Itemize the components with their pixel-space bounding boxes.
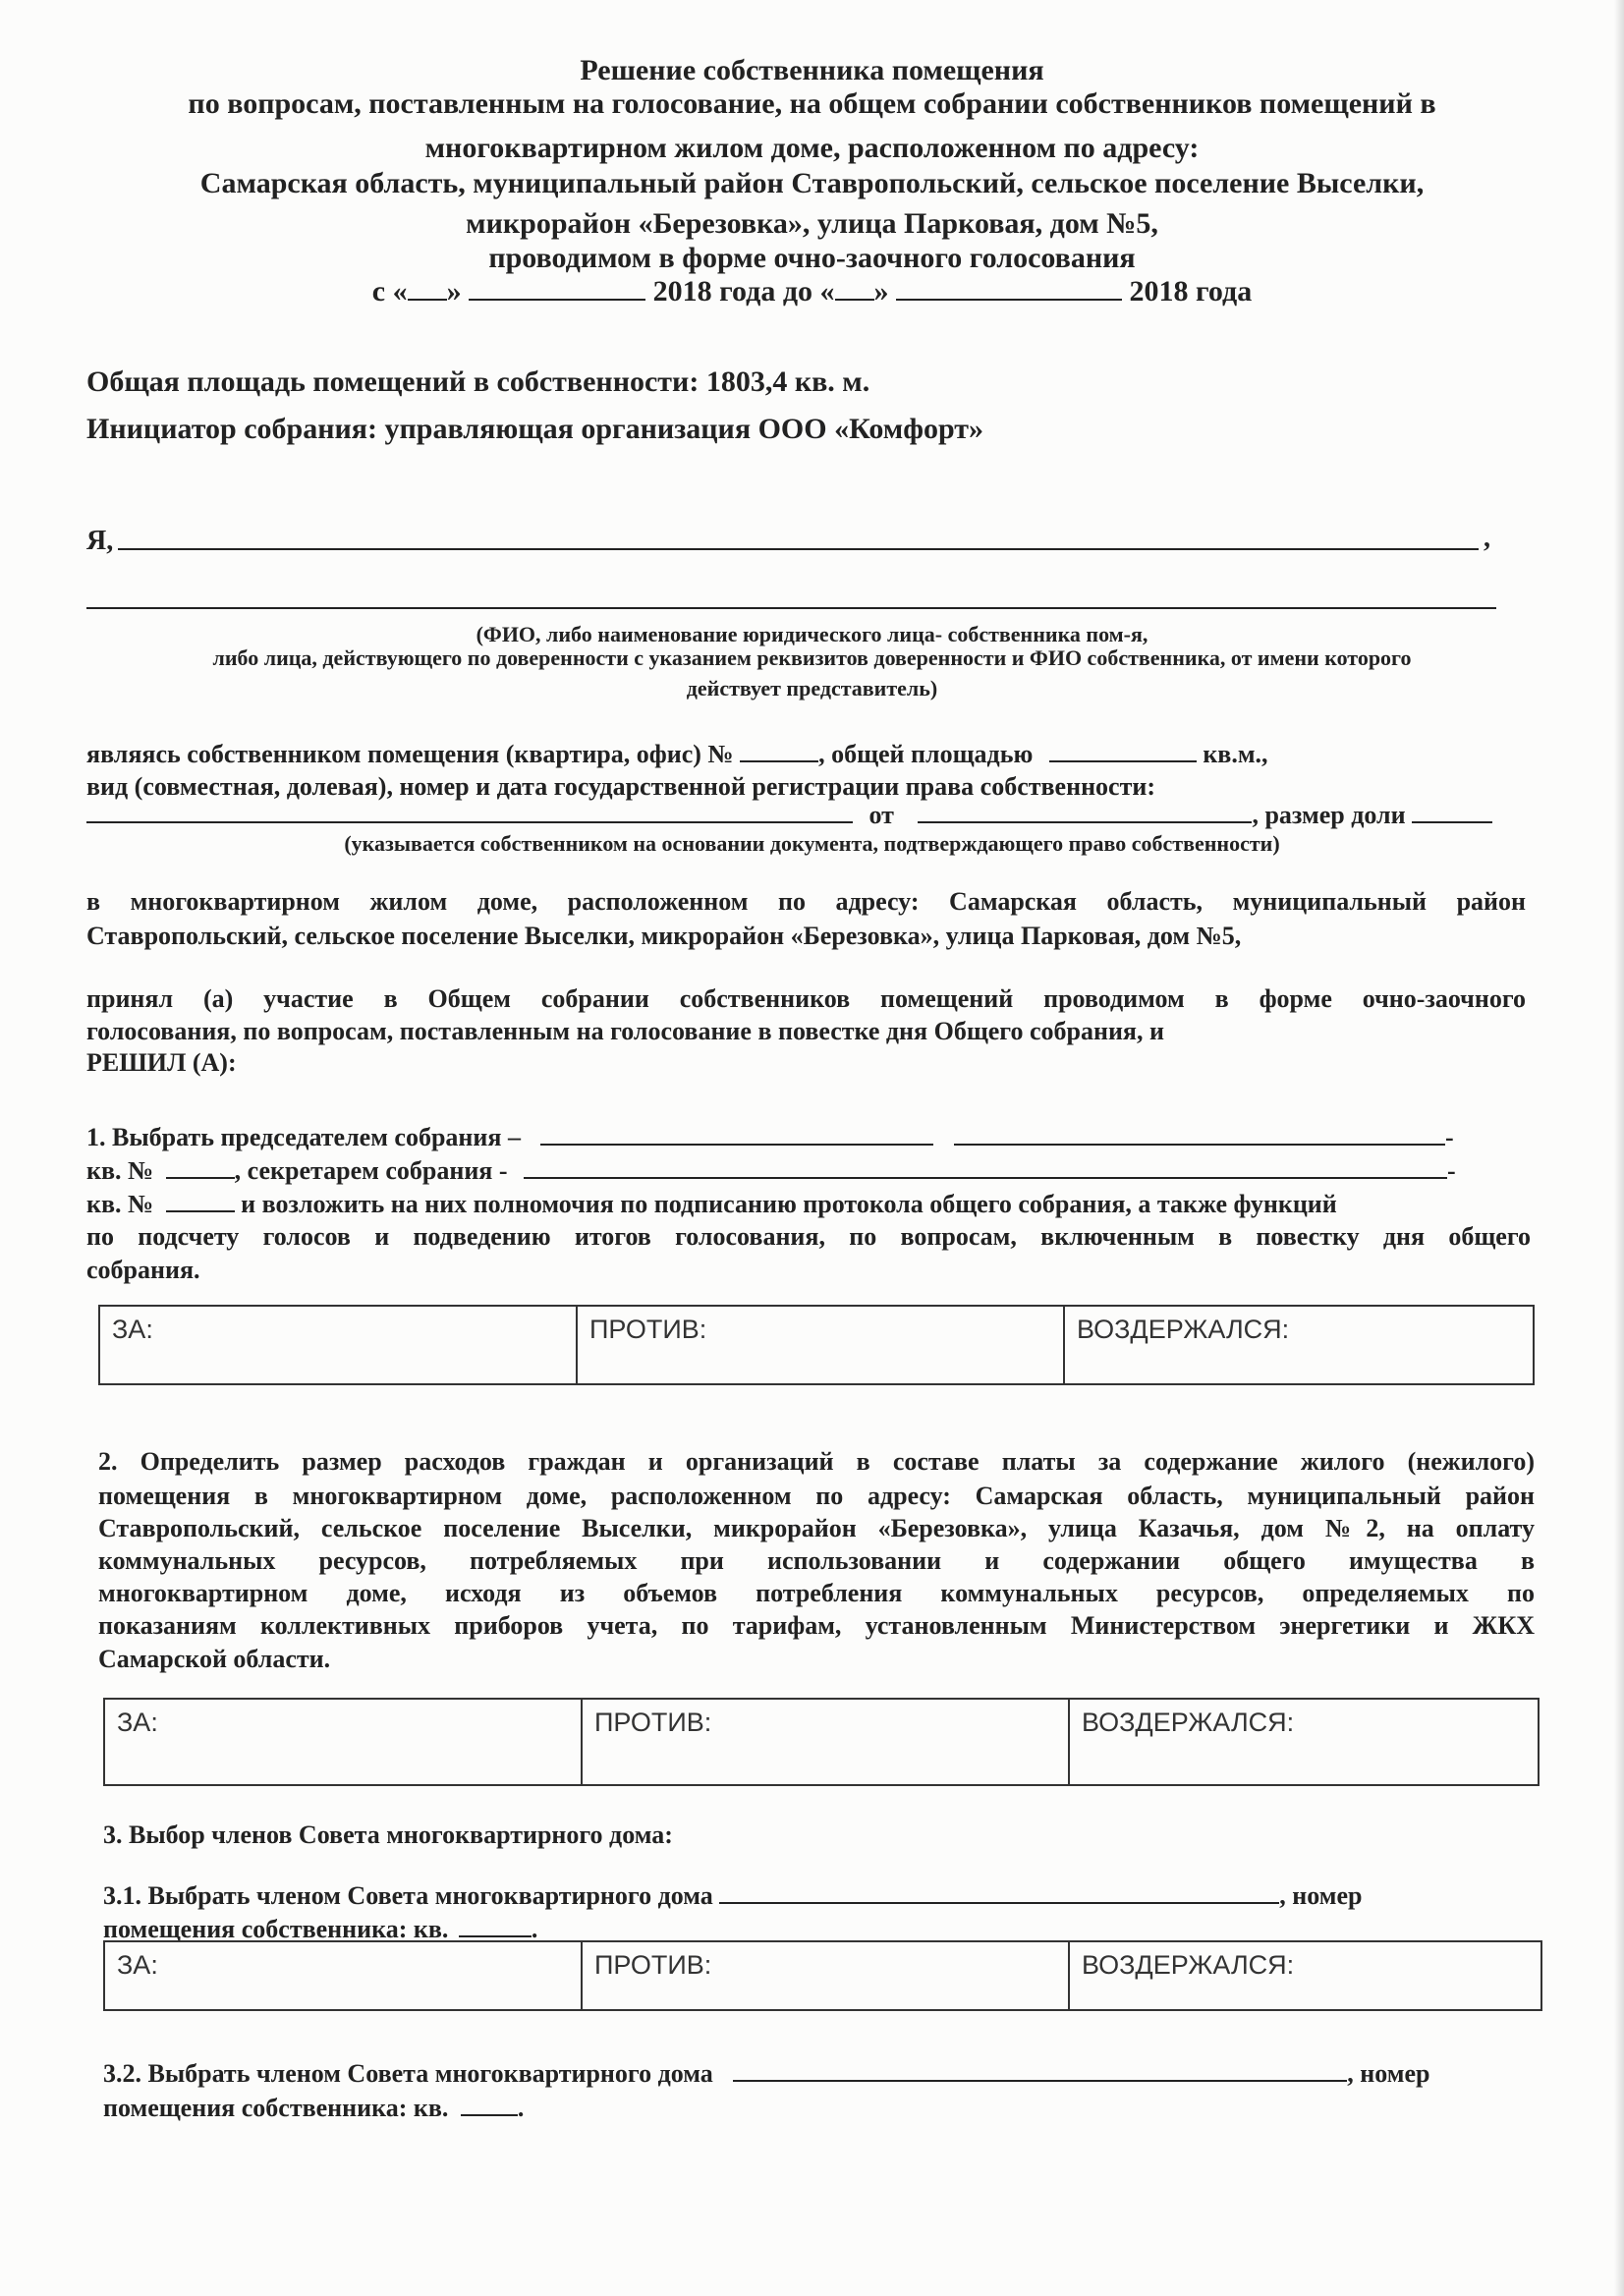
ownership-kind: вид (совместная, долевая), номер и дата государственной регистрации права собственности:	[86, 772, 1156, 801]
participation-line: принял (а) участие в Общем собрании собственников помещений проводимом в форме очно-заочного	[86, 984, 1526, 1013]
vote-against-cell[interactable]	[582, 1941, 1069, 2010]
vote-abstain-cell[interactable]	[1069, 1941, 1541, 2010]
council-member-1-apartment-field[interactable]	[459, 1914, 532, 1937]
meeting-dates	[0, 275, 1624, 308]
header-line: микрорайон «Березовка», улица Парковая, дом №5,	[466, 207, 1158, 240]
owner-name-field[interactable]	[118, 548, 1479, 550]
q32-line	[103, 2058, 1540, 2089]
q2-line: многоквартирном доме, исходя из объемов потребления коммунальных ресурсов, определяемых по	[98, 1579, 1535, 1607]
q31-vote-table	[103, 1940, 1542, 2011]
owner-name-field-2[interactable]	[86, 607, 1496, 609]
scan-edge-shadow	[1614, 0, 1624, 2296]
q2-line: коммунальных ресурсов, потребляемых при использовании и содержании общего имущества в	[98, 1546, 1535, 1575]
registration-number-field[interactable]	[86, 800, 853, 823]
q1-line: кв. № , секретарем собрания - -	[86, 1156, 1456, 1185]
q2-line: показаниям коллективных приборов учета, по тарифам, установленным Министерством энергетики и ЖКХ	[98, 1611, 1535, 1640]
header-line: проводимом в форме очно-заочного голосования	[488, 242, 1136, 274]
owner-hint: либо лица, действующего по доверенности с указанием реквизитов доверенности и ФИО собственника, от имени которого	[212, 645, 1412, 670]
address-line: в многоквартирном жилом доме, расположенном по адресу: Самарская область, муниципальный район	[86, 887, 1526, 916]
q32-text: 3.2. Выбрать членом Совета многоквартирного дома	[103, 2059, 713, 2088]
council-member-2-field[interactable]	[733, 2058, 1347, 2082]
quote: »	[873, 275, 889, 308]
vote-abstain-cell[interactable]	[1069, 1699, 1539, 1785]
vote-against-label: ПРОТИВ:	[589, 1315, 707, 1344]
owner-hint: (ФИО, либо наименование юридического лица- собственника пом-я,	[476, 622, 1148, 646]
date-from-label: с «	[371, 275, 408, 308]
owner-hint: (указывается собственником на основании документа, подтверждающего право собственности)	[344, 831, 1280, 856]
apartment-number-field[interactable]	[740, 739, 818, 762]
vote-against-cell[interactable]	[582, 1699, 1069, 1785]
vote-for-cell[interactable]	[104, 1941, 582, 2010]
vote-abstain-cell[interactable]	[1064, 1306, 1534, 1384]
chairman-name-field-2[interactable]	[954, 1122, 1445, 1146]
share-label: , размер доли	[1252, 801, 1406, 829]
date-mid-label: 2018 года до «	[652, 275, 835, 308]
q31-text: .	[531, 1915, 538, 1943]
participation-line: голосования, по вопросам, поставленным на голосование в повестке дня Общего собрания, и	[86, 1017, 1164, 1045]
date-end-label: 2018 года	[1129, 275, 1253, 308]
vote-for-label: ЗА:	[112, 1315, 153, 1344]
address-line: Ставропольский, сельское поселение Выселки, микрорайон «Березовка», улица Парковая, дом №5,	[86, 922, 1242, 950]
q1-line: собрания.	[86, 1256, 200, 1284]
date-from-month-field[interactable]	[469, 277, 645, 301]
vote-for-label: ЗА:	[117, 1708, 158, 1737]
header-line: по вопросам, поставленным на голосование, на общем собрании собственников помещений в	[188, 87, 1436, 120]
ot-label: от	[868, 801, 894, 829]
vote-for-cell[interactable]	[104, 1699, 582, 1785]
q1-text: 1. Выбрать председателем собрания –	[86, 1123, 521, 1151]
date-to-day-field[interactable]	[835, 277, 874, 301]
decided-label: РЕШИЛ (А):	[86, 1048, 237, 1077]
q1-text: , секретарем собрания -	[234, 1156, 508, 1185]
vote-against-cell[interactable]	[577, 1306, 1064, 1384]
q1-vote-table	[98, 1305, 1535, 1385]
q1-text: кв. №	[86, 1190, 154, 1218]
registration-date-field[interactable]	[918, 800, 1252, 823]
share-field[interactable]	[1412, 800, 1492, 823]
council-member-1-field[interactable]	[719, 1880, 1279, 1904]
q31-text: 3.1. Выбрать членом Совета многоквартирного дома	[103, 1881, 713, 1910]
vote-abstain-label: ВОЗДЕРЖАЛСЯ:	[1077, 1315, 1290, 1344]
q32-text: .	[517, 2094, 525, 2122]
q1-line: по подсчету голосов и подведению итогов голосования, по вопросам, включенным в повестку дня общего	[86, 1222, 1531, 1251]
being-owner-label: являясь собственником помещения (квартира, офис) №	[86, 740, 734, 768]
council-member-2-apartment-field[interactable]	[461, 2093, 518, 2116]
secretary-apartment-field[interactable]	[166, 1189, 235, 1212]
owner-hint: действует представитель)	[686, 676, 938, 700]
chairman-apartment-field[interactable]	[166, 1155, 235, 1179]
q1-text: кв. №	[86, 1156, 154, 1185]
date-from-day-field[interactable]	[408, 277, 447, 301]
vote-abstain-label: ВОЗДЕРЖАЛСЯ:	[1082, 1708, 1295, 1737]
q32-line	[103, 2093, 524, 2123]
q3-title: 3. Выбор членов Совета многоквартирного дома:	[103, 1820, 673, 1849]
vote-abstain-label: ВОЗДЕРЖАЛСЯ:	[1082, 1950, 1295, 1980]
total-area: Общая площадь помещений в собственности: 1803,4 кв. м.	[86, 365, 870, 398]
q1-text: и возложить на них полномочия по подписанию протокола общего собрания, а также функций	[241, 1190, 1337, 1218]
sqm-label: кв.м.,	[1203, 740, 1268, 768]
q32-text: помещения собственника: кв.	[103, 2094, 449, 2122]
date-to-month-field[interactable]	[896, 277, 1122, 301]
q1-line	[86, 1189, 1337, 1219]
total-area-label: , общей площадью	[818, 740, 1034, 768]
q2-line: 2. Определить размер расходов граждан и организаций в составе платы за содержание жилого (нежилого)	[98, 1447, 1535, 1476]
ya-label: Я,	[86, 526, 114, 556]
q2-vote-table	[103, 1698, 1540, 1786]
vote-against-label: ПРОТИВ:	[594, 1950, 712, 1980]
secretary-name-field[interactable]	[524, 1155, 1447, 1179]
comma: ,	[1484, 523, 1490, 553]
registration-line	[86, 800, 1492, 830]
form-title: Решение собственника помещения	[580, 54, 1044, 86]
vote-for-cell[interactable]	[99, 1306, 577, 1384]
quote: »	[446, 275, 462, 308]
header-line: Самарская область, муниципальный район Ставропольский, сельское поселение Выселки,	[199, 167, 1425, 199]
initiator: Инициатор собрания: управляющая организация ООО «Комфорт»	[86, 413, 983, 445]
q31-line	[103, 1880, 1540, 1911]
q2-line: помещения в многоквартирном доме, расположенном по адресу: Самарская область, муниципальный район	[98, 1482, 1535, 1510]
q1-line: 1. Выбрать председателем собрания – -	[86, 1123, 1454, 1151]
ownership-line	[86, 739, 1268, 769]
area-field[interactable]	[1049, 739, 1197, 762]
q2-line: Самарской области.	[98, 1645, 331, 1673]
q31-text: помещения собственника: кв.	[103, 1915, 449, 1943]
q2-line: Ставропольский, сельское поселение Выселки, микрорайон «Березовка», улица Казачья, дом №2, на оплату	[98, 1514, 1535, 1542]
q32-text: , номер	[1347, 2059, 1430, 2088]
vote-against-label: ПРОТИВ:	[594, 1708, 712, 1737]
chairman-name-field[interactable]	[540, 1122, 933, 1146]
q31-text: , номер	[1279, 1881, 1363, 1910]
header-line: многоквартирном жилом доме, расположенном по адресу:	[424, 132, 1200, 164]
vote-for-label: ЗА:	[117, 1950, 158, 1980]
